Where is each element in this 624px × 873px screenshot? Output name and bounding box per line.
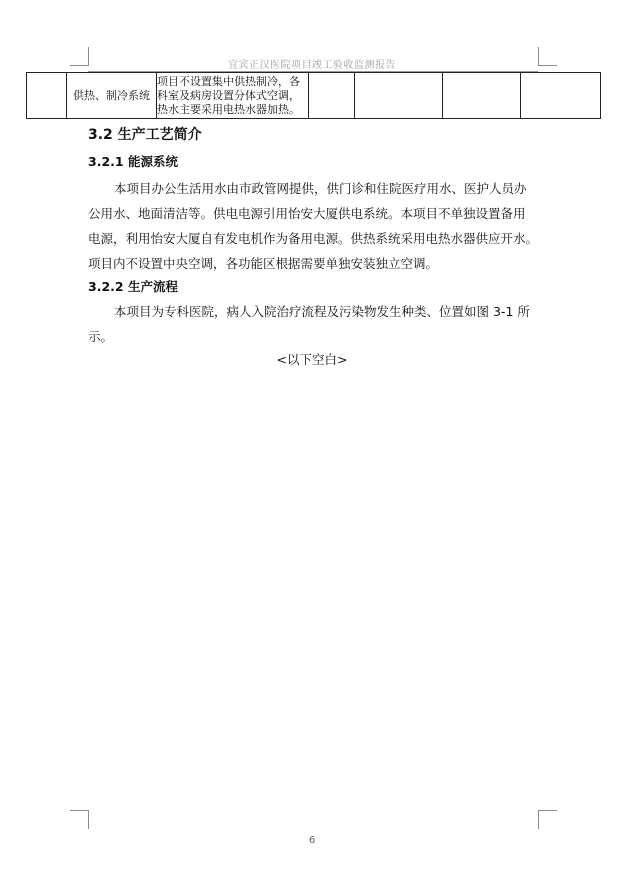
- section-heading: 3.2 生产工艺简介: [88, 127, 202, 143]
- blank-below-note: <以下空白>: [276, 352, 348, 367]
- table-cell-index: [27, 73, 67, 119]
- paragraph-line: 示。: [88, 329, 114, 344]
- subsection-heading-energy: 3.2.1 能源系统: [88, 154, 178, 169]
- paragraph-process: [88, 299, 558, 349]
- paragraph-line: 公用水、地面清洁等。供电电源引用怡安大厦供电系统。本项目不单独设置备用: [88, 206, 526, 221]
- page-header: 宜宾正汉医院项目竣工验收监测报告: [228, 60, 396, 71]
- paragraph-line: 电源，利用怡安大厦自有发电机作为备用电源。供热系统采用电热水器供应开水。: [88, 231, 539, 246]
- table-cell-empty: [309, 73, 355, 119]
- requirements-table: [26, 72, 601, 119]
- subsection-heading-process: 3.2.2 生产流程: [88, 279, 178, 294]
- paragraph-line: 本项目为专科医院，病人入院治疗流程及污染物发生种类、位置如图 3-1 所: [114, 304, 530, 319]
- corner-mark-bottom-left: [70, 810, 89, 829]
- corner-mark-bottom-right: [538, 810, 557, 829]
- table-cell-empty: [443, 73, 521, 119]
- paragraph-line: 本项目办公生活用水由市政管网提供，供门诊和住院医疗用水、医护人员办: [114, 181, 527, 196]
- page-number: 6: [308, 835, 316, 846]
- table-cell-empty: [355, 73, 443, 119]
- table-row: [27, 73, 601, 119]
- paragraph-energy: [88, 176, 558, 276]
- table-cell-category: 供热、制冷系统: [67, 73, 157, 119]
- table-cell-empty: [521, 73, 601, 119]
- paragraph-line: 项目内不设置中央空调，各功能区根据需要单独安装独立空调。: [88, 256, 439, 271]
- table-cell-description: 项目不设置集中供热制冷，各科室及病房设置分体式空调，热水主要采用电热水器加热。: [157, 73, 309, 119]
